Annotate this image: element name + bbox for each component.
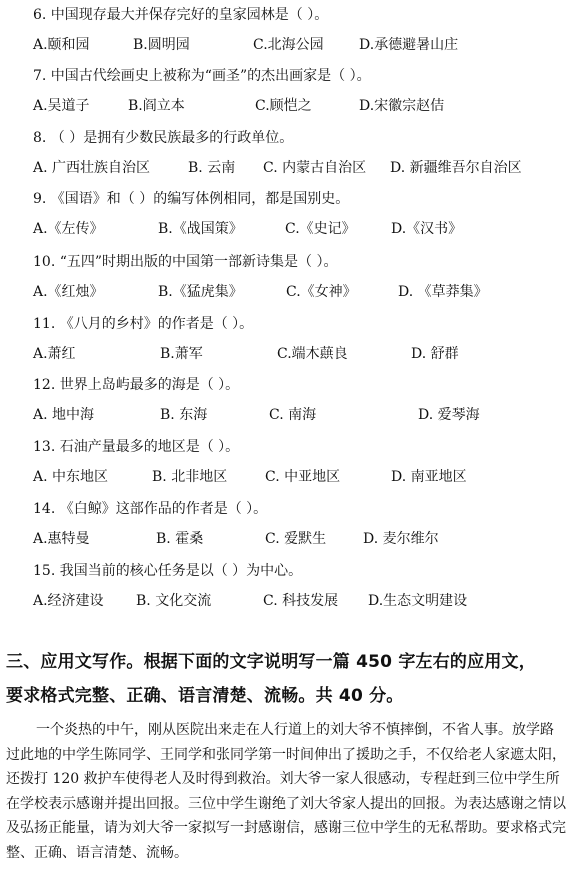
question-13-options (33, 468, 553, 486)
question-15-option-b: B. 文化交流 (136, 593, 212, 609)
question-6-option-c: C.北海公园 (253, 37, 324, 53)
question-15-options (33, 592, 553, 610)
question-10-option-a: A.《红烛》 (33, 284, 104, 300)
question-9-option-b: B.《战国策》 (158, 221, 243, 237)
question-14-option-a: A.惠特曼 (33, 531, 90, 547)
section-title-line-1: 三、应用文写作。根据下面的文字说明写一篇 450 字左右的应用文， (6, 652, 536, 672)
question-12-option-b: B. 东海 (160, 407, 208, 423)
question-8-option-a: A. 广西壮族自治区 (33, 160, 151, 176)
question-7-text: 7. 中国古代绘画史上被称为“画圣”的杰出画家是（ ）。 (33, 68, 371, 84)
question-11-option-d: D. 舒群 (411, 346, 459, 362)
question-14-option-d: D. 麦尔维尔 (363, 531, 439, 547)
question-9-option-c: C.《史记》 (285, 221, 356, 237)
question-9-text: 9. 《国语》和（ ）的编写体例相同，都是国别史。 (33, 191, 350, 207)
question-13-text: 13. 石油产量最多的地区是（ ）。 (33, 439, 240, 455)
question-10-text: 10. “五四”时期出版的中国第一部新诗集是（ ）。 (33, 254, 338, 270)
question-6-option-a: A.颐和园 (33, 37, 90, 53)
question-14-text: 14. 《白鲸》这部作品的作者是（ ）。 (33, 501, 268, 517)
question-12-text: 12. 世界上岛屿最多的海是（ ）。 (33, 377, 240, 393)
question-13-option-b: B. 北非地区 (152, 469, 228, 485)
question-15-option-a: A.经济建设 (33, 593, 104, 609)
question-14-options (33, 530, 553, 548)
question-7-options (33, 97, 553, 115)
question-13-option-c: C. 中亚地区 (265, 469, 341, 485)
question-10-option-b: B.《猛虎集》 (158, 284, 243, 300)
question-7-option-c: C.顾恺之 (255, 98, 312, 114)
question-12-option-d: D. 爱琴海 (418, 407, 480, 423)
question-10-option-d: D. 《草莽集》 (398, 284, 488, 300)
question-7-option-a: A.吴道子 (33, 98, 90, 114)
question-13-option-a: A. 中东地区 (33, 469, 109, 485)
question-15-text: 15. 我国当前的核心任务是以（ ）为中心。 (33, 563, 303, 579)
question-9-option-d: D.《汉书》 (391, 221, 463, 237)
question-12-option-a: A. 地中海 (33, 407, 95, 423)
writing-prompt-paragraph: 一个炎热的中午，刚从医院出来走在人行道上的刘大爷不慎摔倒，不省人事。放学路过此地的中学生陈同学、王同学和张同学第一时间伸出了援助之手，不仅给老人家遮太阳，还拨打 120 救护车使得老人及时得到救治。刘大爷一家人很感动，专程赶到三位中学生所在学校表示感谢并提出回报。三位中学生谢绝了刘大爷家人提出的回报。为表达感谢之情以及弘扬正能量，请为刘大爷一家拟写一封感谢信，感谢三位中学生的无私帮助。要求格式完整、正确、语言清楚、流畅。 (6, 722, 566, 861)
question-8-option-d: D. 新疆维吾尔自治区 (390, 160, 522, 176)
question-9-options (33, 220, 553, 238)
section-title-line-2: 要求格式完整、正确、语言清楚、流畅。共 40 分。 (6, 686, 404, 706)
question-11-text: 11. 《八月的乡村》的作者是（ ）。 (33, 316, 254, 332)
question-15-option-c: C. 科技发展 (263, 593, 339, 609)
question-14-option-b: B. 霍桑 (156, 531, 204, 547)
question-6-option-b: B.圆明园 (133, 37, 190, 53)
question-11-options (33, 345, 553, 363)
question-11-option-b: B.萧军 (160, 346, 203, 362)
question-15-option-d: D.生态文明建设 (368, 593, 468, 609)
question-9-option-a: A.《左传》 (33, 221, 104, 237)
question-12-option-c: C. 南海 (269, 407, 317, 423)
question-6-text: 6. 中国现存最大并保存完好的皇家园林是（ ）。 (33, 7, 329, 23)
question-12-options (33, 406, 553, 424)
question-10-option-c: C.《女神》 (286, 284, 357, 300)
question-11-option-a: A.萧红 (33, 346, 76, 362)
question-8-text: 8. （ ）是拥有少数民族最多的行政单位。 (33, 130, 294, 146)
question-13-option-d: D. 南亚地区 (391, 469, 467, 485)
question-14-option-c: C. 爱默生 (265, 531, 327, 547)
question-7-option-d: D.宋徽宗赵佶 (359, 98, 445, 114)
question-8-option-b: B. 云南 (188, 160, 236, 176)
question-6-option-d: D.承德避暑山庄 (359, 37, 459, 53)
question-7-option-b: B.阎立本 (128, 98, 185, 114)
question-8-option-c: C. 内蒙古自治区 (263, 160, 367, 176)
question-11-option-c: C.端木蕻良 (277, 346, 348, 362)
question-8-options (33, 159, 553, 177)
question-6-options (33, 36, 553, 54)
question-10-options (33, 283, 553, 301)
